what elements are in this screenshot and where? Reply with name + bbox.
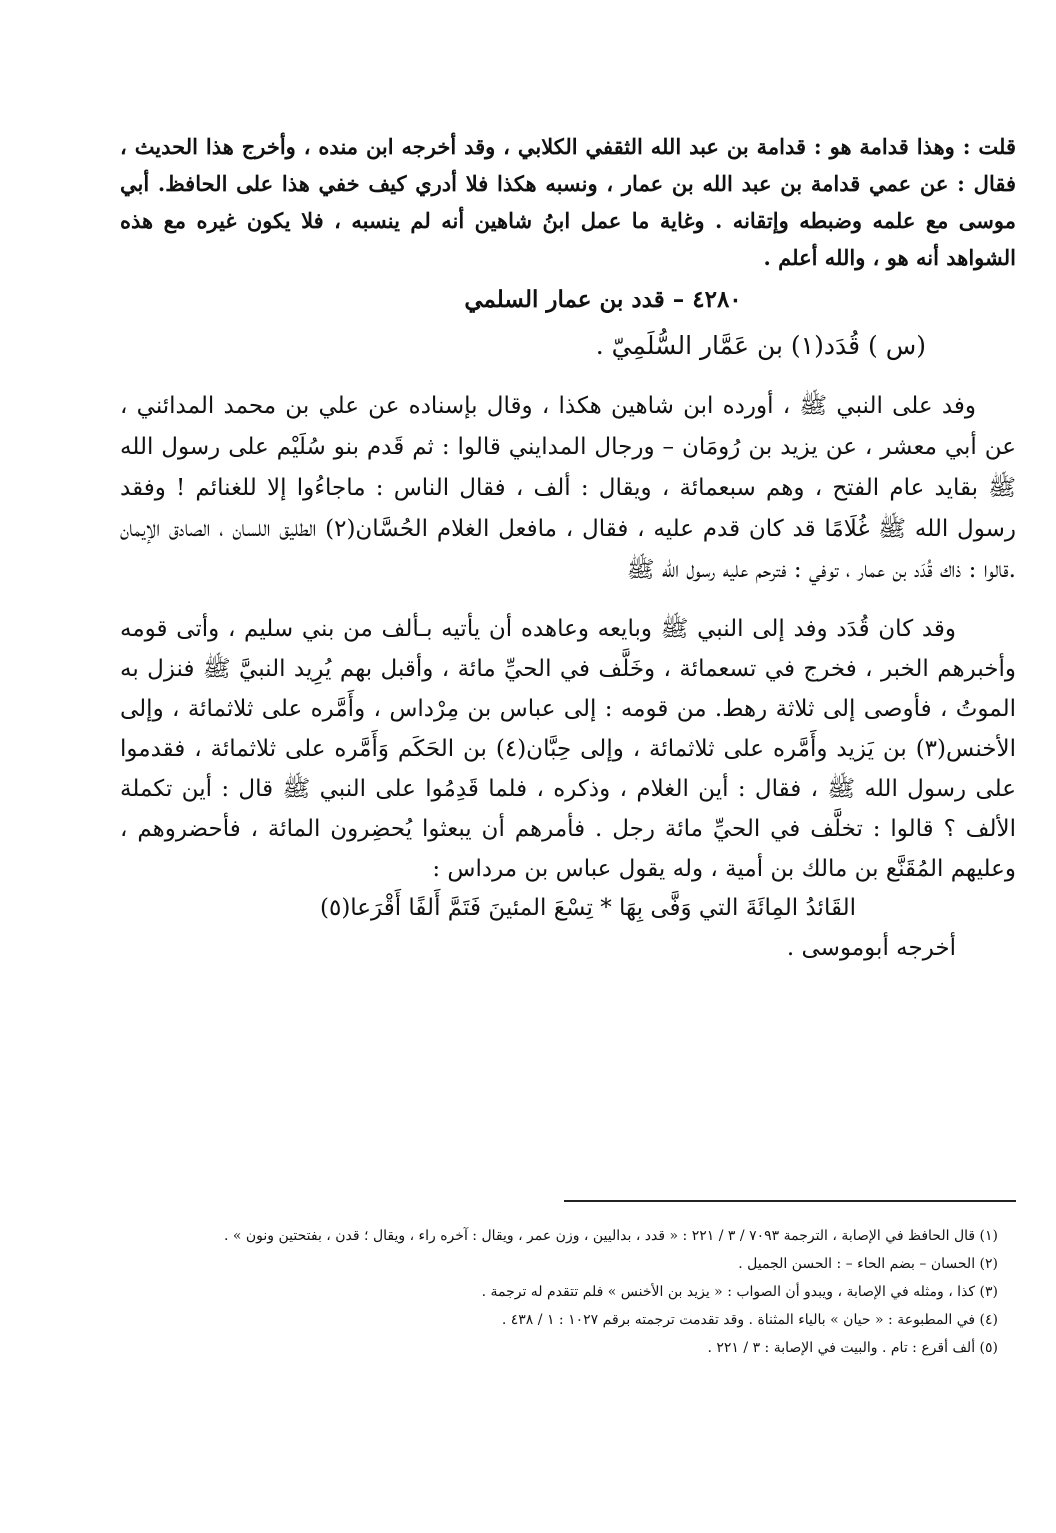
paragraph-2: وقد كان قُدَد وفد إلى النبي ﷺ وبايعه وعاهده أن يأتيه بـألف من بني سليم ، وأتى قومه وأخبرهم الخبر ، فخرج في تسعمائة ، وخَلَّف في الحيِّ مائة ، وأقبل بهم يُرِيد النبيَّ ﷺ فنزل به الموتُ ، فأوصى إلى ثلاثة رهط. من قومه : إلى عباس بن مِرْداس ، وأَمَّره على ثلاثمائة ، وإلى الأخنس(٣) بن يَزيد وأَمَّره على ثلاثمائة ، وإلى حِبَّان(٤) بن الحَكَم وَأَمَّره على ثلاثمائة ، فقدموا على رسول الله ﷺ ، فقال : أين الغلام ، وذكره ، فلما قَدِمُوا على النبي ﷺ قال : أين تكملة الألف ؟ قالوا : تخلَّف في الحيِّ مائة رجل . فأمرهم أن يبعثوا يُحضِرون المائة ، فأحضروهم ، وعليهم المُقَنَّع بن مالك بن أمية ، وله يقول عباس بن مرداس : [120, 616, 1016, 882]
footnote-1: (١) قال الحافظ في الإصابة ، الترجمة ٧٠٩٣ / ٣ / ٢٢١ : « قدد ، بداليين ، وزن عمر ، ويقال : آخره راء ، ويقال ؛ قدن ، بفتحتين ونون » . [223, 1228, 998, 1244]
footnote-3: (٣) كذا ، ومثله في الإصابة ، ويبدو أن الصواب : « يزيد بن الأخنس » فلم تتقدم له ترجمة . [481, 1284, 998, 1300]
footnote-2: (٢) الحسان – بضم الحاء – : الحسن الجميل . [738, 1256, 998, 1272]
footnotes [140, 1222, 1016, 1362]
entry-name-line: (س ) قُدَد(١) بن عَمَّار السُّلَمِيّ . [595, 331, 926, 360]
paragraph-1: وفد على النبي ﷺ ، أورده ابن شاهين هكذا ، وقال بإسناده عن علي بن محمد المدائني ، عن أبي معشر ، عن يزيد بن رُومَان – ورجال المدايني قالوا : ثم قَدم بنو سُلَيْم على رسول الله ﷺ بقايد عام الفتح ، وهم سبعمائة ، ويقال : ألف ، فقال الناس : ماجاءُوا إلا للغنائم ! وفقد رسول الله ﷺ غُلَامًا قد كان قدم عليه ، فقال ، مافعل الغلام الحُسَّان(٢) الطليق اللسان ، الصادق الإيمان .قالوا : ذاك قُدَد بن عمار ، توفي : فترحم عليه رسول الله ﷺ [120, 393, 1016, 583]
attribution-line: أخرجه أبوموسى . [786, 935, 956, 961]
entry-heading: ٤٢٨٠ – قدد بن عمار السلمي [464, 286, 742, 313]
footnote-divider [564, 1200, 1016, 1202]
footnote-5: (٥) ألف أقرع : تام . والبيت في الإصابة : ٣ / ٢٢١ . [707, 1340, 998, 1356]
footnote-4: (٤) في المطبوعة : « حيان » بالياء المثناة . وقد تقدمت ترجمته برقم ١٠٢٧ : ١ / ٤٣٨ . [501, 1312, 998, 1328]
intro-paragraph: قلت : وهذا قدامة هو : قدامة بن عبد الله الثقفي الكلابي ، وقد أخرجه ابن منده ، وأخرج هذا الحديث ، فقال : عن عمي قدامة بن عبد الله بن عمار ، ونسبه هكذا فلا أدري كيف خفي هذا على الحافظ. أبي موسى مع علمه وضبطه وإتقانه . وغاية ما عمل ابنُ شاهين أنه لم ينسبه ، فلا يكون غيره مع هذه الشواهد أنه هو ، والله أعلم . [120, 134, 1016, 270]
poetry-verse: القَائدُ المِائَةَ التي وَفَّى بِهَا * تِسْعَ المئينَ فَتَمَّ أَلفًا أَقْرَعا(٥) [319, 895, 856, 921]
